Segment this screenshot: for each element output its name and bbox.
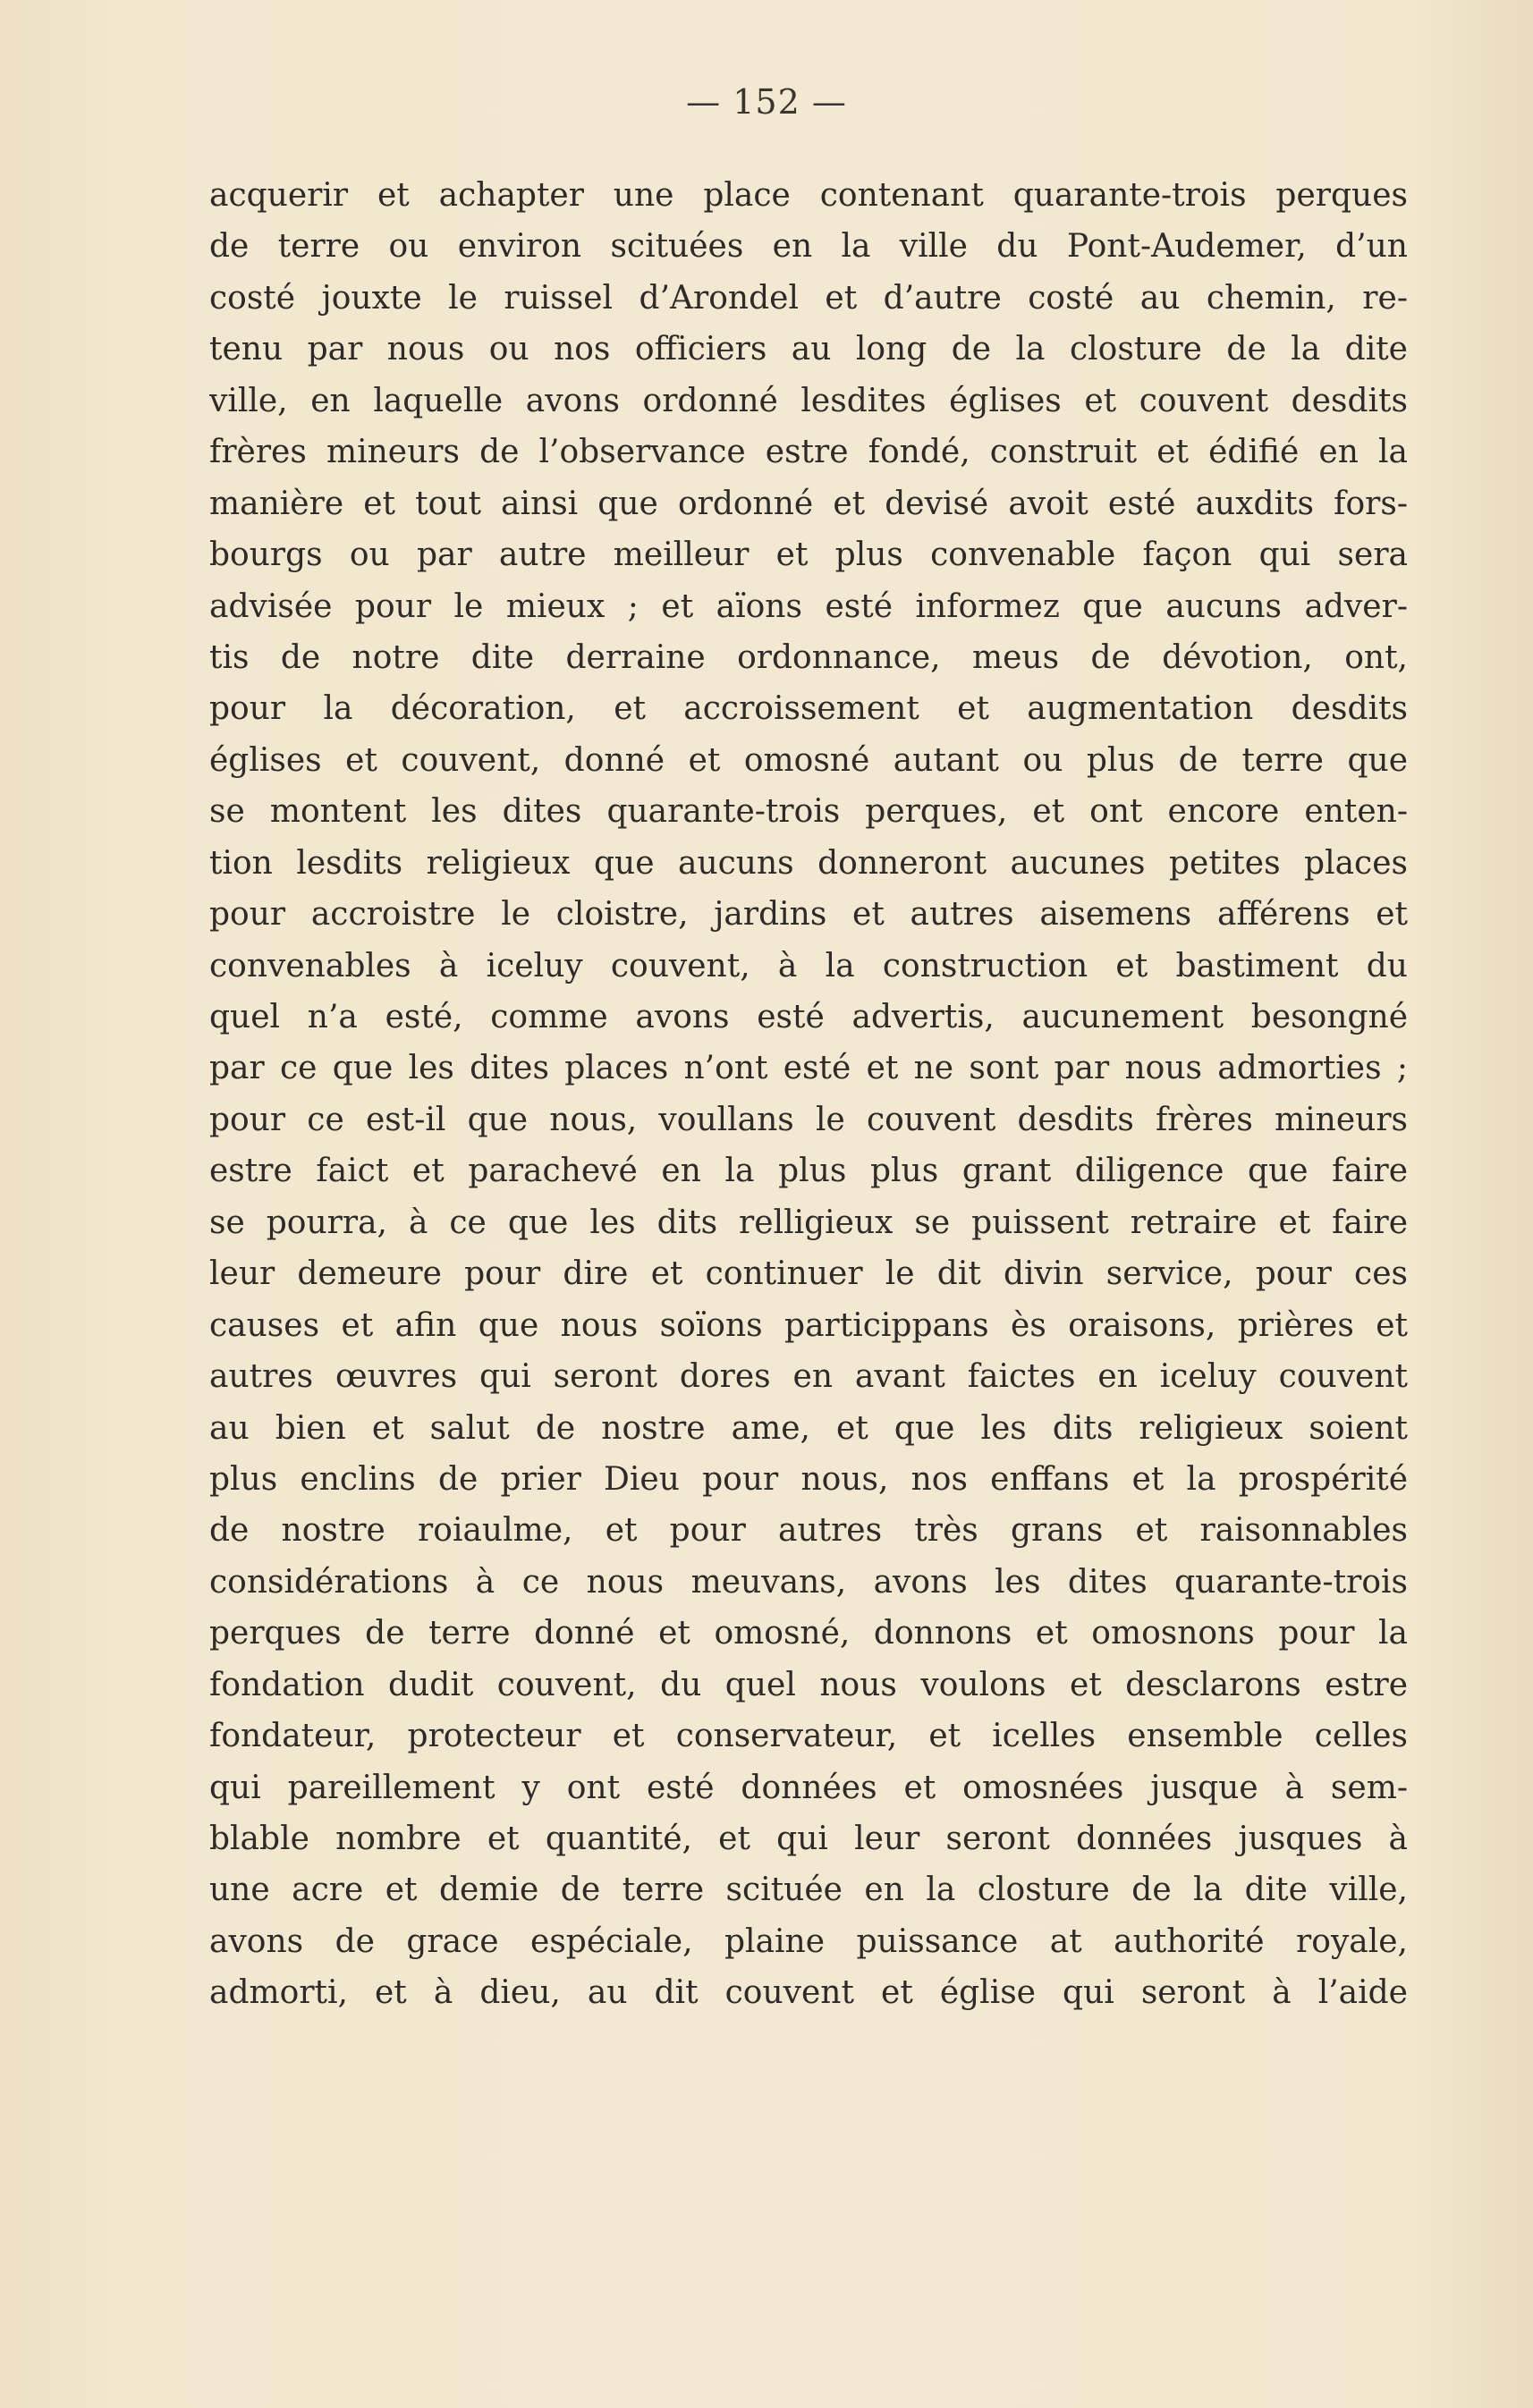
text-line: ville, en laquelle avons ordonné lesdites églises et couvent desdits: [209, 382, 1408, 419]
text-line: quel n’a esté, comme avons esté advertis, aucunement besongné: [209, 999, 1408, 1035]
text-line: plus enclins de prier Dieu pour nous, nos enffans et la prospérité: [209, 1460, 1408, 1498]
text-line: églises et couvent, donné et omosné autant ou plus de terre que: [209, 741, 1408, 779]
text-line: de nostre roiaulme, et pour autres très grans et raisonnables: [209, 1512, 1408, 1550]
text-line: se pourra, à ce que les dits relligieux se puissent retraire et faire: [209, 1204, 1408, 1241]
text-line: admorti, et à dieu, au dit couvent et église qui seront à l’aide: [209, 1974, 1408, 2012]
text-line: autres œuvres qui seront dores en avant faictes en iceluy couvent: [209, 1358, 1408, 1396]
text-line: leur demeure pour dire et continuer le dit divin service, pour ces: [209, 1255, 1408, 1293]
text-line: estre faict et parachevé en la plus plus grant diligence que faire: [209, 1153, 1408, 1190]
text-line: par ce que les dites places n’ont esté et ne sont par nous admorties ;: [209, 1050, 1408, 1087]
text-line: tion lesdits religieux que aucuns donneront aucunes petites places: [209, 844, 1408, 882]
text-line: qui pareillement y ont esté données et omosnées jusque à sem-: [209, 1769, 1408, 1806]
text-line: avons de grace espéciale, plaine puissance at authorité royale,: [209, 1922, 1408, 1960]
text-line: causes et afin que nous soïons particippans ès oraisons, prières et: [209, 1306, 1408, 1344]
text-line: pour ce est-il que nous, voullans le couvent desdits frères mineurs: [209, 1101, 1408, 1138]
text-line: une acre et demie de terre scituée en la closture de la dite ville,: [209, 1871, 1408, 1909]
text-line: de terre ou environ scituées en la ville du Pont-Audemer, d’un: [209, 228, 1408, 266]
text-line: au bien et salut de nostre ame, et que les dits religieux soient: [209, 1409, 1408, 1447]
body-text: [209, 170, 1408, 2019]
text-line: convenables à iceluy couvent, à la construction et bastiment du: [209, 947, 1408, 984]
text-line: tenu par nous ou nos officiers au long de la closture de la dite: [209, 331, 1408, 368]
text-line: bourgs ou par autre meilleur et plus convenable façon qui sera: [209, 537, 1408, 574]
text-line: fondateur, protecteur et conservateur, et icelles ensemble celles: [209, 1718, 1408, 1755]
text-line: perques de terre donné et omosné, donnons et omosnons pour la: [209, 1615, 1408, 1652]
text-line: costé jouxte le ruissel d’Arondel et d’autre costé au chemin, re-: [209, 279, 1408, 317]
text-line: advisée pour le mieux ; et aïons esté informez que aucuns adver-: [209, 587, 1408, 625]
text-line: se montent les dites quarante-trois perques, et ont encore enten-: [209, 793, 1408, 831]
page-number: — 152 —: [686, 82, 847, 122]
text-line: tis de notre dite derraine ordonnance, meus de dévotion, ont,: [209, 638, 1408, 676]
text-line: pour accroistre le cloistre, jardins et autres aisemens afférens et: [209, 896, 1408, 934]
text-line: acquerir et achapter une place contenant quarante-trois perques: [209, 177, 1408, 214]
text-line: manière et tout ainsi que ordonné et devisé avoit esté auxdits fors-: [209, 485, 1408, 522]
text-line: blable nombre et quantité, et qui leur seront données jusques à: [209, 1821, 1408, 1857]
text-line: considérations à ce nous meuvans, avons les dites quarante-trois: [209, 1563, 1408, 1601]
text-line: pour la décoration, et accroissement et augmentation desdits: [209, 690, 1408, 728]
text-line: frères mineurs de l’observance estre fondé, construit et édifié en la: [209, 434, 1408, 471]
text-line: fondation dudit couvent, du quel nous voulons et desclarons estre: [209, 1666, 1408, 1703]
